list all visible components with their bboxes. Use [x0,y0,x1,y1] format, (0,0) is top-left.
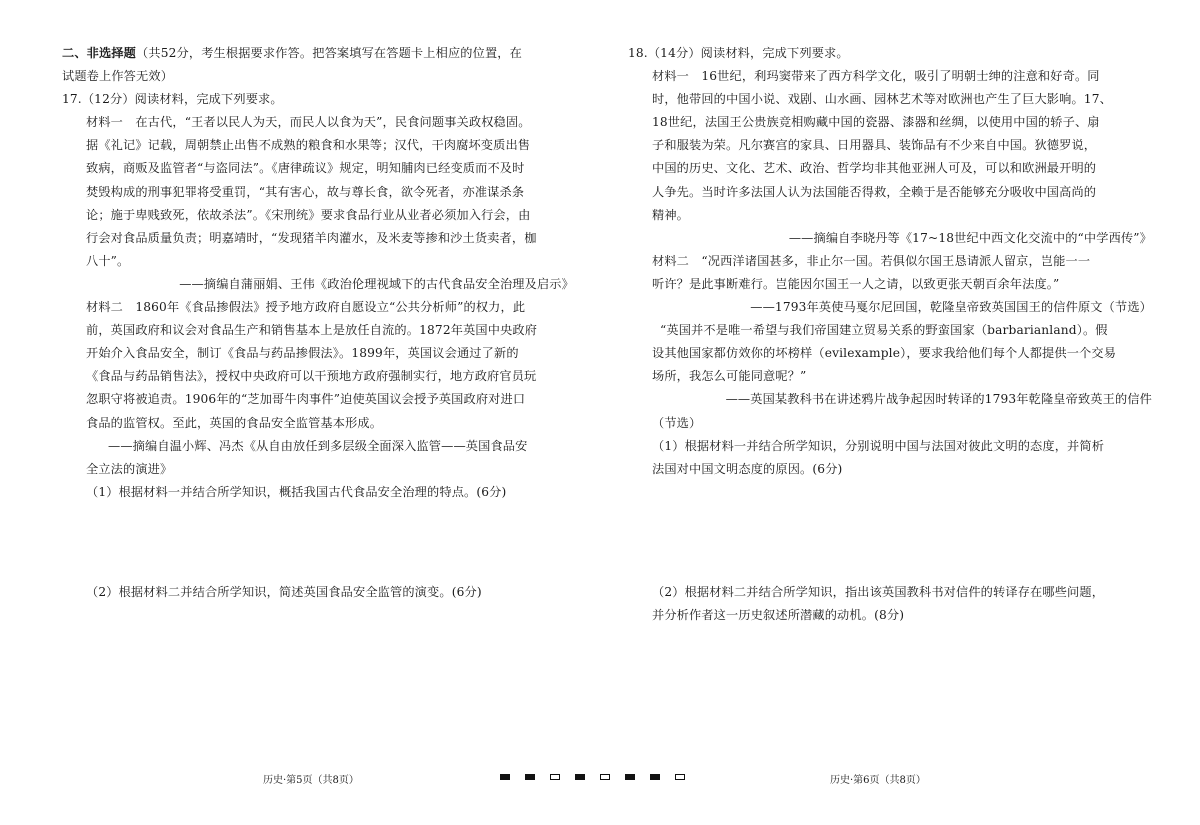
section-instructions-cont: 试题卷上作答无效） [62,69,174,84]
section-heading [62,42,574,65]
material-quote-line: 设其他国家都仿效你的坏榜样（evilexample），要求我给他们每个人都提供一个交易 [652,346,1117,361]
material-line: 中国的历史、文化、艺术、政治、哲学均非其他亚洲人可及，可以和欧洲最开明的 [652,161,1097,176]
section-instructions: （共52分，考生根据要求作答。把答案填写在答题卡上相应的位置，在 [136,46,522,60]
registration-mark [625,774,635,780]
right-page [600,0,1200,825]
right-column [628,42,1152,623]
page-footer-right: 历史·第6页（共8页） [830,775,926,786]
material-source: ——摘编自蒲丽娟、王伟《政治伦理视域下的古代食品安全治理及启示》 [179,276,574,291]
question-line: 并分析作者这一历史叙述所潜藏的动机。(8分) [652,608,905,623]
q18-material-one [628,65,1152,250]
material-quote-line: “英国并不是唯一希望与我们帝国建立贸易关系的野蛮国家（barbarianland）。假 [660,323,1108,338]
registration-mark [550,774,560,780]
question-18-title: 18.（14分）阅读材料，完成下列要求。 [628,46,849,60]
material-line: 精神。 [652,207,690,222]
material-source: ——摘编自温小辉、冯杰《从自由放任到多层级全面深入监管——英国食品安 [108,438,528,453]
material-line: 食品的监管权。至此，英国的食品安全监管基本形成。 [86,415,383,430]
registration-mark [675,774,685,780]
q17-material-two [62,296,574,481]
material-line: 八十”。 [86,253,130,268]
question-line: 法国对中国文明态度的原因。(6分) [652,461,843,476]
material-line: 前，英国政府和议会对食品生产和销售基本上是放任自流的。1872年英国中央政府 [86,323,538,338]
material-source: ——1793年英使马戛尔尼回国，乾隆皇帝致英国国王的信件原文（节选） [750,300,1152,315]
material-source-cont: 全立法的演进》 [86,461,173,476]
material-quote-line: 场所，我怎么可能同意呢？” [652,369,807,384]
registration-marks [500,774,685,780]
material-line: 人争先。当时许多法国人认为法国能否得救，全赖于是否能够充分吸收中国高尚的 [652,184,1097,199]
material-line: 材料一 在古代，“王者以民人为天，而民人以食为天”，民食问题事关政权稳固。 [86,115,531,130]
q17-material-one [62,111,574,296]
material-line: 行会对食品质量负责；明嘉靖时，“发现猪羊肉灌水，及米麦等掺和沙土货卖者，枷 [86,230,537,245]
material-line: 开始介入食品安全，制订《食品与药品掺假法》。1899年，英国议会通过了新的 [86,346,519,361]
material-line: 忽职守将被追责。1906年的“芝加哥牛肉事件”迫使英国议会授予英国政府对进口 [86,392,526,407]
page-footer-left: 历史·第5页（共8页） [263,775,359,786]
q18-material-two [628,250,1152,435]
question-line: （1）根据材料一并结合所学知识，分别说明中国与法国对彼此文明的态度，并简析 [652,438,1105,453]
question-line: （2）根据材料二并结合所学知识，指出该英国教科书对信件的转译存在哪些问题， [652,585,1105,599]
section-head-label: 二、非选择题 [62,46,137,60]
material-source: ——英国某教科书在讲述鸦片战争起因时转译的1793年乾隆皇帝致英王的信件 [725,392,1152,407]
material-line: 致病，商贩及监管者“与盗同法”。《唐律疏议》规定，明知脯肉已经变质而不及时 [86,161,525,176]
material-line: 论；施于卑贱致死，依故杀法”。《宋刑统》要求食品行业从业者必须加入行会，由 [86,207,531,222]
material-line: 材料二 “况西洋诸国甚多，非止尔一国。若俱似尔国王恳请派人留京，岂能一一 [652,253,1091,268]
material-line: 材料一 16世纪，利玛窦带来了西方科学文化，吸引了明朝士绅的注意和好奇。同 [652,69,1100,84]
registration-mark [600,774,610,780]
question-17-title: 17.（12分）阅读材料，完成下列要求。 [62,92,283,107]
registration-mark [525,774,535,780]
q18-sub-question-2 [652,581,1104,627]
q18-sub-question-1 [628,435,1152,481]
q17-sub-question-1: （1）根据材料一并结合所学知识，概括我国古代食品安全治理的特点。(6分) [86,484,507,499]
registration-mark [650,774,660,780]
material-line: 材料二 1860年《食品掺假法》授予地方政府自愿设立“公共分析师”的权力，此 [86,300,526,315]
material-line: 《食品与药品销售法》，授权中央政府可以干预地方政府强制实行，地方政府官员玩 [86,369,537,384]
material-line: 时，他带回的中国小说、戏剧、山水画、园林艺术等对欧洲也产生了巨大影响。17、 [652,92,1112,107]
left-column [62,42,574,599]
material-source: ——摘编自李晓丹等《17~18世纪中西文化交流中的“中学西传”》 [788,230,1152,245]
registration-mark [575,774,585,780]
material-line: 子和服装为荣。凡尔赛宫的家具、日用器具、装饰品有不少来自中国。狄德罗说， [652,138,1097,153]
material-source-cont: （节选） [652,415,702,430]
material-line: 听许？是此事断难行。岂能因尔国王一人之请，以致更张天朝百余年法度。” [652,276,1060,291]
material-line: 据《礼记》记载，周朝禁止出售不成熟的粮食和水果等；汉代，干肉腐坏变质出售 [86,138,531,153]
material-line: 焚毁构成的刑事犯罪将受重罚，“其有害心，故与尊长食，欲令死者，亦准谋杀条 [86,184,525,199]
registration-mark [500,774,510,780]
q17-sub-question-2: （2）根据材料二并结合所学知识，简述英国食品安全监管的演变。(6分) [86,585,482,599]
material-line: 18世纪，法国王公贵族竞相购藏中国的瓷器、漆器和丝绸，以使用中国的轿子、扇 [652,115,1100,130]
